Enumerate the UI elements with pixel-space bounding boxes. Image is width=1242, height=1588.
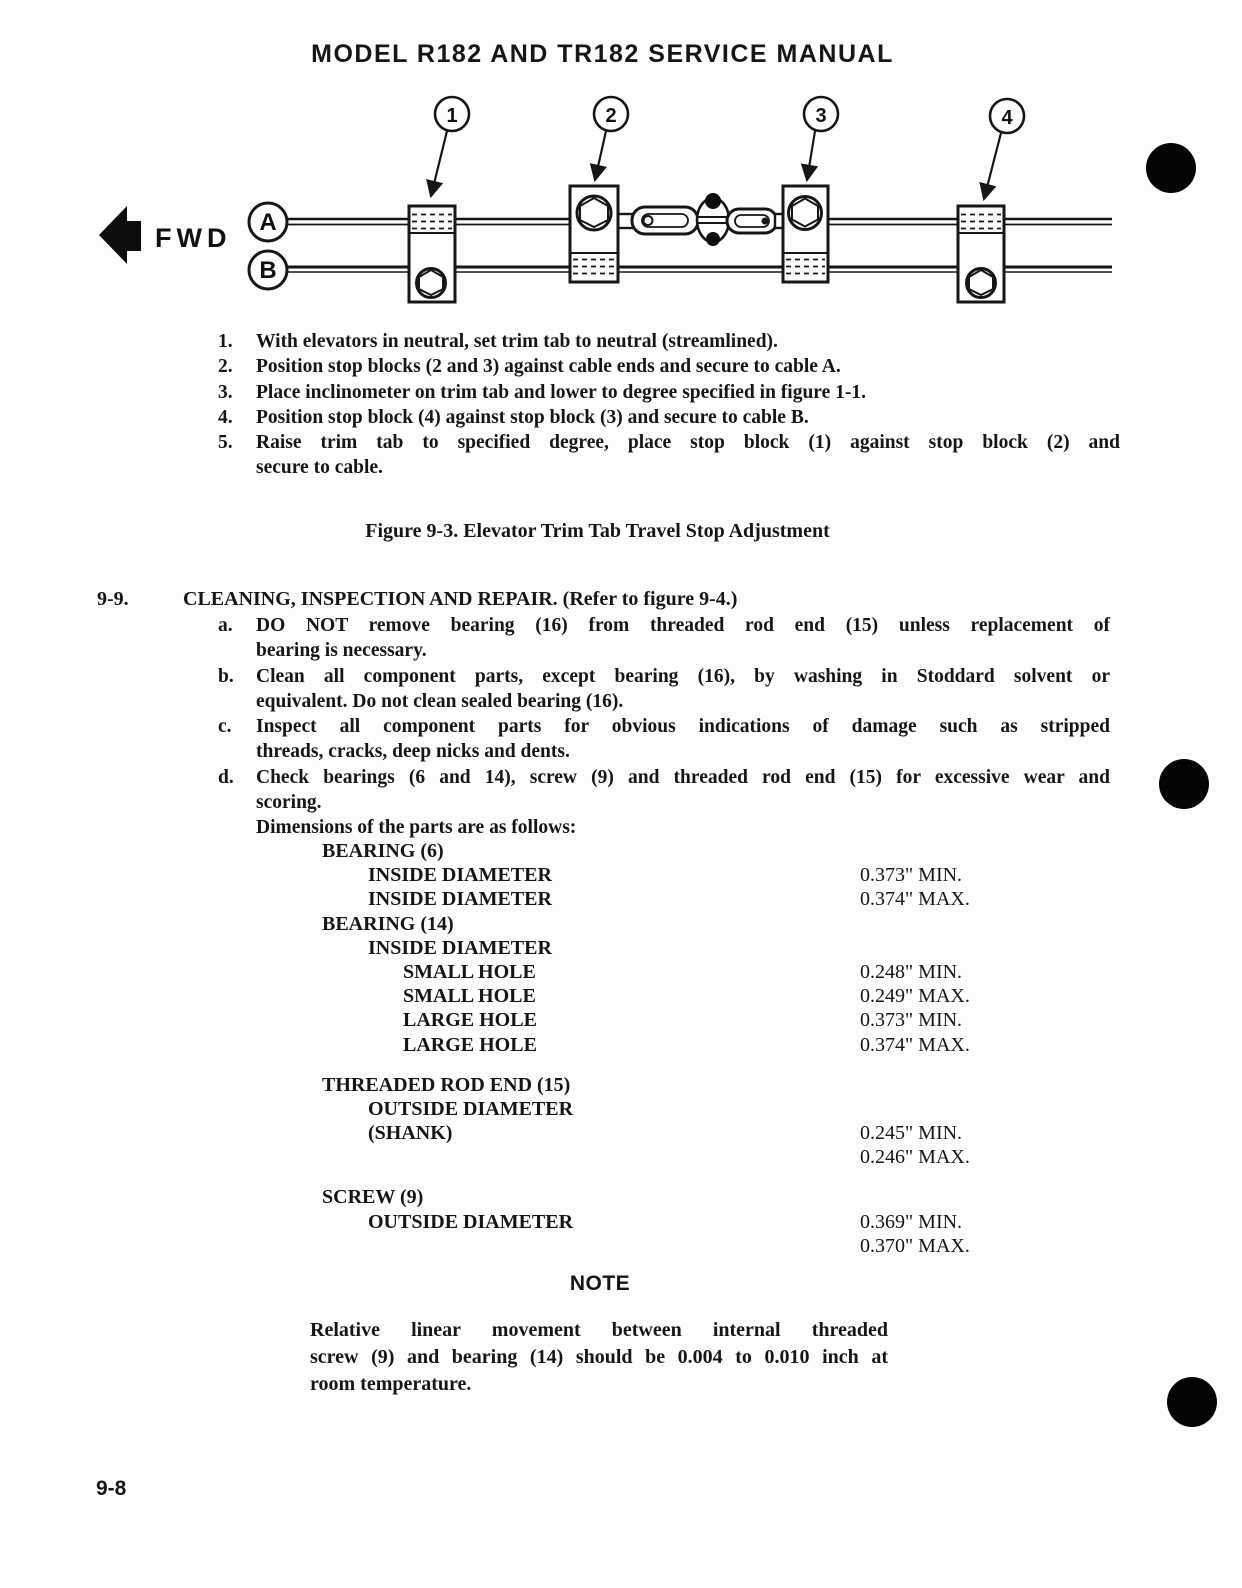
dimension-row bbox=[322, 863, 1122, 887]
inspection-item-a bbox=[218, 613, 1110, 664]
step-number: 1. bbox=[218, 331, 233, 352]
callout-3 bbox=[804, 97, 838, 180]
dimension-row bbox=[322, 1234, 1122, 1258]
callout-2 bbox=[594, 97, 628, 180]
callout-3-label: 3 bbox=[815, 105, 827, 127]
dimensions-intro: Dimensions of the parts are as follows: bbox=[256, 817, 577, 839]
item-text-line: Inspect all component parts for obvious indications of damage such as stripped bbox=[256, 716, 1110, 738]
step-number: 4. bbox=[218, 406, 233, 428]
item-text-line: Check bearings (6 and 14), screw (9) and threaded rod end (15) for excessive wear and bbox=[256, 766, 1110, 788]
dimension-label: INSIDE DIAMETER bbox=[368, 888, 552, 911]
step-number: 2. bbox=[218, 356, 233, 378]
callout-3-arrow bbox=[807, 131, 815, 180]
dimension-row bbox=[322, 839, 1122, 863]
item-text-line: threads, cracks, deep nicks and dents. bbox=[256, 741, 570, 763]
dimension-row bbox=[322, 960, 1122, 984]
step-text: Position stop block (4) against stop block (3) and secure to cable B. bbox=[256, 406, 809, 428]
step-item-5 bbox=[218, 430, 1120, 481]
cable-a-label: A bbox=[259, 209, 277, 236]
figure-steps-list bbox=[218, 329, 1120, 481]
dimension-label: INSIDE DIAMETER bbox=[368, 936, 552, 959]
dimension-row bbox=[322, 1073, 1122, 1097]
callout-1-label: 1 bbox=[446, 105, 458, 127]
callout-1 bbox=[431, 97, 469, 196]
trim-tab-diagram bbox=[85, 88, 1145, 323]
dimension-label: LARGE HOLE bbox=[403, 1009, 537, 1032]
dimension-value: 0.246" MAX. bbox=[860, 1146, 970, 1169]
callout-2-arrow bbox=[595, 131, 606, 180]
dimension-row bbox=[322, 1185, 1122, 1209]
item-text-line: equivalent. Do not clean sealed bearing (16). bbox=[256, 690, 624, 712]
dimension-value: 0.373" MIN. bbox=[860, 1009, 963, 1032]
inspection-item-c bbox=[218, 714, 1110, 765]
dimension-value: 0.374" MAX. bbox=[860, 1033, 970, 1056]
dimension-row bbox=[322, 887, 1122, 911]
inspection-list bbox=[218, 613, 1110, 841]
item-text bbox=[256, 765, 1110, 816]
fwd-label: FWD bbox=[155, 223, 232, 253]
dimension-row bbox=[322, 984, 1122, 1008]
cable-a-badge bbox=[249, 203, 287, 241]
dimension-row bbox=[322, 1121, 1122, 1145]
dimension-label: SMALL HOLE bbox=[403, 985, 536, 1008]
fwd-arrow-icon bbox=[99, 206, 141, 264]
step-item-2 bbox=[218, 354, 1120, 379]
item-text bbox=[256, 664, 1110, 715]
step-text-line: secure to cable. bbox=[256, 457, 383, 479]
dimension-label: SMALL HOLE bbox=[403, 960, 536, 983]
step-text: Place inclinometer on trim tab and lower to degree specified in figure 1-1. bbox=[256, 381, 867, 403]
callout-4 bbox=[984, 99, 1024, 199]
dimension-value: 0.245" MIN. bbox=[860, 1122, 963, 1145]
dimension-label: (SHANK) bbox=[368, 1122, 453, 1145]
step-item-4 bbox=[218, 405, 1120, 430]
dimension-label: SCREW (9) bbox=[322, 1186, 424, 1209]
dimension-label: BEARING (14) bbox=[322, 912, 454, 935]
item-text bbox=[256, 714, 1110, 765]
dimension-label: THREADED ROD END (15) bbox=[322, 1073, 571, 1096]
stop-block-1 bbox=[409, 206, 455, 302]
note-text bbox=[310, 1317, 888, 1398]
callout-1-arrow bbox=[431, 131, 447, 196]
section-heading: CLEANING, INSPECTION AND REPAIR. (Refer to figure 9-4.) bbox=[183, 588, 738, 610]
dimension-value: 0.370" MAX. bbox=[860, 1234, 970, 1257]
callout-4-arrow bbox=[984, 133, 1001, 199]
dimension-row bbox=[322, 1145, 1122, 1169]
note-text-line: Relative linear movement between internal threaded bbox=[310, 1319, 888, 1341]
note-text-line: room temperature. bbox=[310, 1373, 472, 1395]
step-text: With elevators in neutral, set trim tab to neutral (streamlined). bbox=[256, 331, 778, 352]
stop-block-4 bbox=[958, 206, 1004, 302]
binding-hole-dot bbox=[1167, 1377, 1217, 1427]
figure-caption: Figure 9-3. Elevator Trim Tab Travel Stop Adjustment bbox=[365, 520, 830, 542]
callout-4-label: 4 bbox=[1001, 107, 1013, 129]
dimension-label: BEARING (6) bbox=[322, 840, 444, 862]
page-number: 9-8 bbox=[96, 1477, 127, 1500]
dimension-row bbox=[322, 1033, 1122, 1057]
dimension-label: OUTSIDE DIAMETER bbox=[368, 1097, 574, 1120]
inspection-item-d bbox=[218, 765, 1110, 816]
step-item-1 bbox=[218, 329, 1120, 354]
dimension-value: 0.374" MAX. bbox=[860, 888, 970, 911]
item-text-line: scoring. bbox=[256, 792, 322, 814]
item-text-line: Clean all component parts, except bearing (16), by washing in Stoddard solvent or bbox=[256, 665, 1110, 687]
stop-block-3 bbox=[783, 186, 828, 282]
dimension-row bbox=[322, 1210, 1122, 1234]
item-text-line: DO NOT remove bearing (16) from threaded rod end (15) unless replacement of bbox=[256, 615, 1110, 636]
note-heading: NOTE bbox=[569, 1272, 631, 1295]
dimension-label: INSIDE DIAMETER bbox=[368, 864, 552, 887]
dimension-value: 0.373" MIN. bbox=[860, 864, 963, 887]
dimension-value: 0.249" MAX. bbox=[860, 985, 970, 1008]
dimension-row bbox=[322, 1097, 1122, 1121]
dimension-value: 0.248" MIN. bbox=[860, 960, 963, 983]
stop-block-2 bbox=[570, 186, 618, 282]
step-text: Position stop blocks (2 and 3) against cable ends and secure to cable A. bbox=[256, 356, 841, 378]
dimension-row bbox=[322, 1008, 1122, 1032]
dimension-row bbox=[322, 936, 1122, 960]
cable-b-badge bbox=[249, 251, 287, 289]
step-item-3 bbox=[218, 380, 1120, 405]
step-number: 5. bbox=[218, 432, 233, 454]
dimensions-table bbox=[322, 839, 1122, 1258]
dimension-label: OUTSIDE DIAMETER bbox=[368, 1210, 574, 1233]
dimension-row bbox=[322, 912, 1122, 936]
note-text-line: screw (9) and bearing (14) should be 0.004 to 0.010 inch at bbox=[310, 1346, 888, 1368]
item-letter: b. bbox=[218, 665, 234, 687]
item-letter: d. bbox=[218, 766, 234, 788]
turnbuckle bbox=[618, 193, 785, 246]
binding-hole-dot bbox=[1159, 759, 1209, 809]
item-letter: a. bbox=[218, 615, 233, 636]
page-title: MODEL R182 AND TR182 SERVICE MANUAL bbox=[311, 40, 894, 68]
item-text bbox=[256, 613, 1110, 664]
inspection-item-b bbox=[218, 664, 1110, 715]
callout-2-label: 2 bbox=[605, 105, 617, 127]
step-text-line: Raise trim tab to specified degree, place stop block (1) against stop block (2) and bbox=[256, 432, 1120, 454]
dimension-value: 0.369" MIN. bbox=[860, 1210, 963, 1233]
step-number: 3. bbox=[218, 381, 233, 403]
step-text bbox=[256, 430, 1120, 481]
binding-hole-dot bbox=[1146, 143, 1196, 193]
section-number: 9-9. bbox=[97, 588, 129, 610]
item-text-line: bearing is necessary. bbox=[256, 640, 427, 662]
item-letter: c. bbox=[218, 716, 232, 738]
dimension-label: LARGE HOLE bbox=[403, 1033, 537, 1056]
cable-b-label: B bbox=[259, 257, 277, 284]
